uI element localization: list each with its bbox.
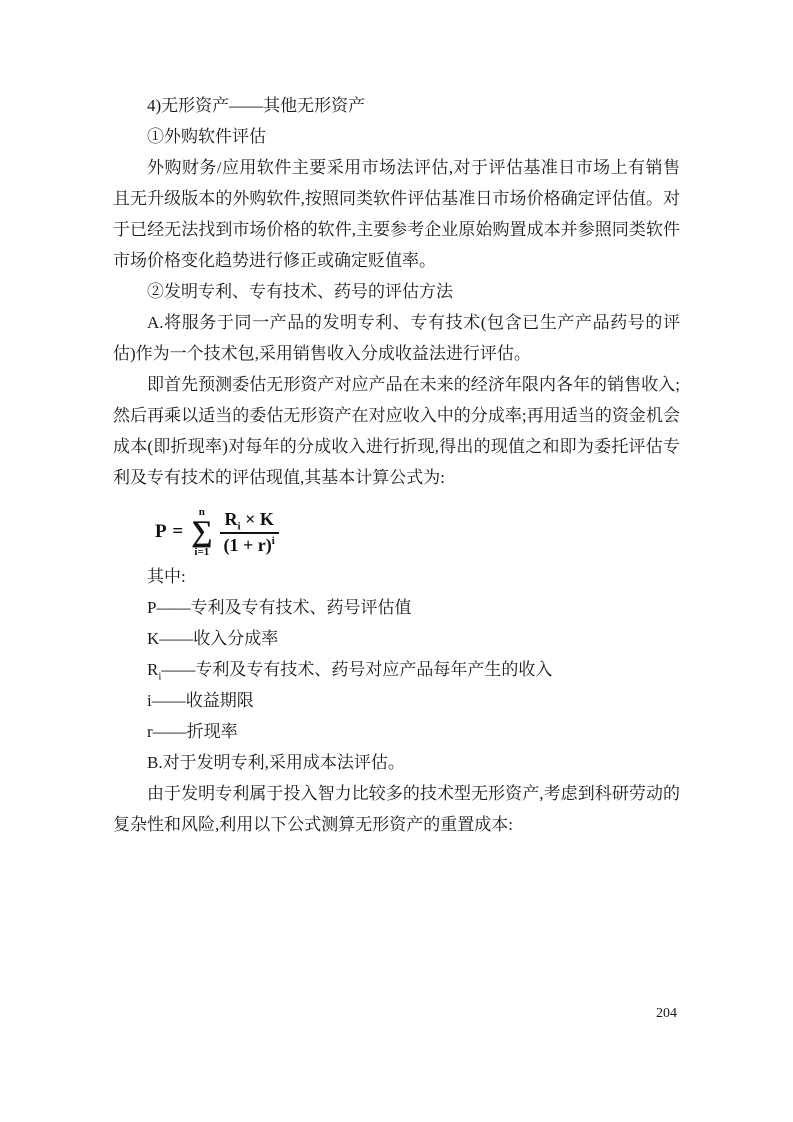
formula-symbol-p: P (155, 521, 167, 542)
definition-symbol: r (147, 722, 153, 741)
definition-symbol: K (147, 629, 160, 648)
paragraph-replacement-cost: 由于发明专利属于投入智力比较多的技术型无形资产,考虑到科研劳动的复杂性和风险,利用以下公式测算无形资产的重置成本: (113, 784, 680, 834)
fraction-denominator (224, 534, 275, 556)
definition-symbol: P (147, 598, 157, 617)
definition-symbol: i (147, 691, 152, 710)
paragraph-b-cost-method: B.对于发明专利,采用成本法评估。 (147, 753, 405, 772)
formula-income-approach (155, 503, 680, 561)
definition-ri (113, 654, 680, 685)
denominator-exponent: i (271, 534, 275, 547)
summation-upper-limit: n (198, 506, 205, 519)
fraction-numerator (220, 509, 279, 534)
summation-lower-limit: i=1 (194, 545, 210, 558)
definition-text: ——收入分成率 (159, 629, 279, 648)
formula-lhs (155, 521, 184, 543)
summation-symbol (191, 506, 212, 558)
paragraph-a-technology-package: A.将服务于同一产品的发明专利、专有技术(包含已生产产品药号的评估)作为一个技术包,采用销售收入分成收益法进行评估。 (113, 313, 680, 363)
definition-i (113, 685, 680, 716)
formula-fraction (220, 509, 279, 556)
denominator-base: (1 + r) (223, 534, 272, 555)
where-label: 其中: (147, 567, 186, 586)
numerator-subscript: i (237, 520, 241, 533)
section-heading: 4)无形资产——其他无形资产 (147, 96, 366, 115)
paragraph-income-method: 即首先预测委估无形资产对应产品在未来的经济年限内各年的销售收入;然后再乘以适当的委估无形资产在对应收入中的分成率;再用适当的资金机会成本(即折现率)对每年的分成收入进行折现,得出的现值之和即为委托评估专利及专有技术的评估现值,其基本计算公式为: (113, 375, 680, 487)
paragraph-purchased-software: 外购财务/应用软件主要采用市场法评估,对于评估基准日市场上有销售且无升级版本的外购软件,按照同类软件评估基准日市场价格确定评估值。对于已经无法找到市场价格的软件,主要参考企业原始购置成本并参照同类软件市场价格变化趋势进行修正或确定贬值率。 (113, 158, 680, 270)
sigma-glyph: ∑ (191, 515, 213, 549)
definition-r (113, 716, 680, 747)
definition-text: ——收益期限 (151, 691, 254, 710)
numerator-rest: × K (240, 508, 274, 529)
definition-symbol: R (147, 660, 159, 679)
definition-subscript: i (158, 670, 162, 683)
page-number: 204 (656, 1006, 677, 1021)
subsection-2-heading: ②发明专利、专有技术、药号的评估方法 (147, 282, 453, 301)
definition-text: ——专利及专有技术、药号对应产品每年产生的收入 (161, 660, 553, 679)
numerator-symbol: R (224, 508, 238, 529)
definition-k (113, 623, 680, 654)
definition-p (113, 592, 680, 623)
definition-text: ——折现率 (152, 722, 238, 741)
subsection-1-heading: ①外购软件评估 (147, 127, 266, 146)
formula-equals: = (172, 521, 185, 542)
definition-text: ——专利及专有技术、药号评估值 (156, 598, 412, 617)
